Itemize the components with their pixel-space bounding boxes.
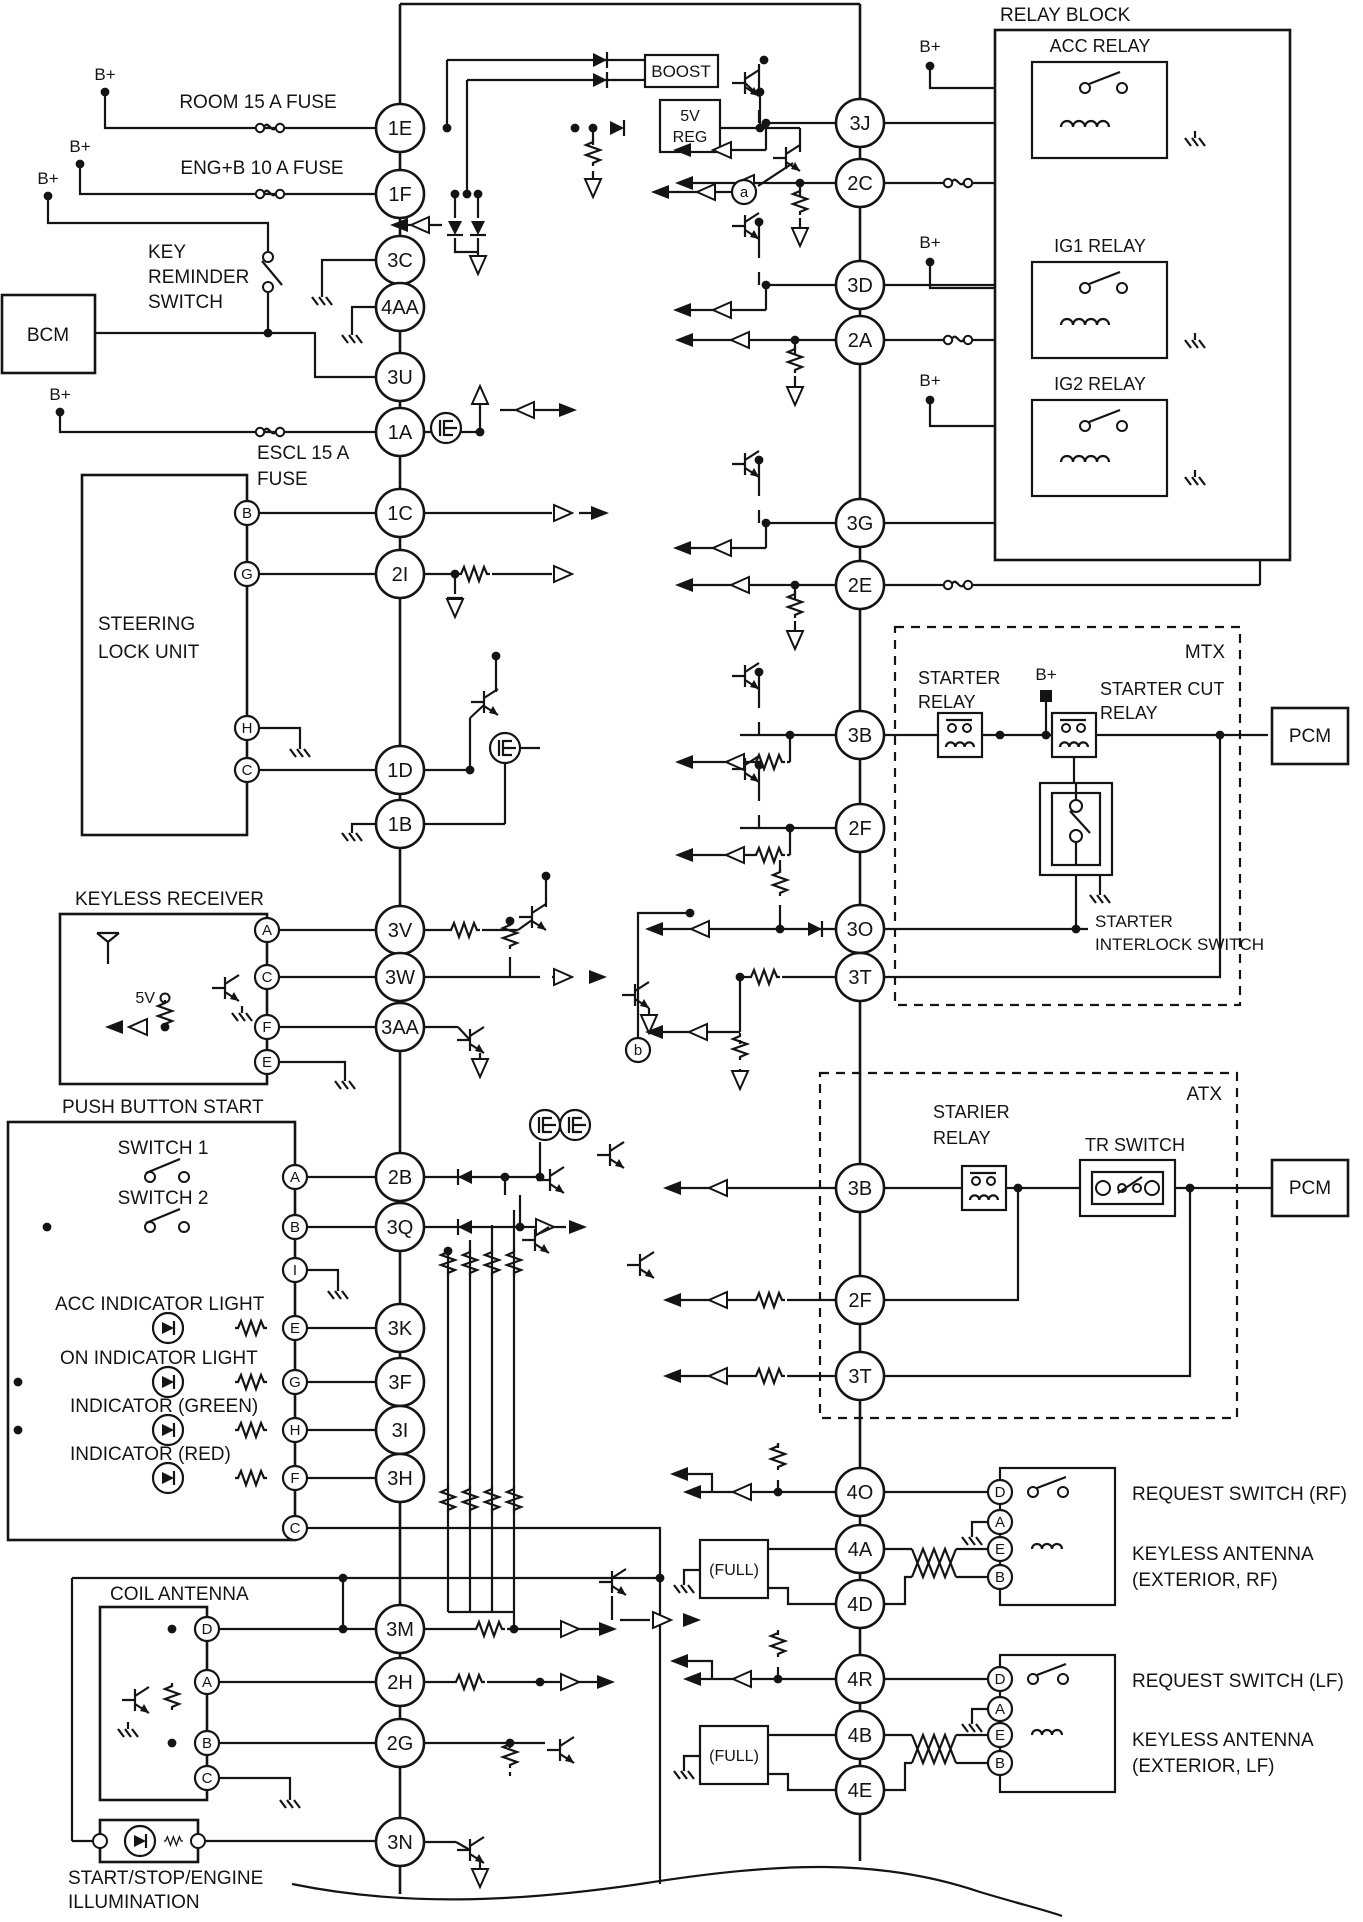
request-antenna-lf-box	[1000, 1655, 1115, 1792]
starter-cut-relay-label-1: STARTER CUT	[1100, 679, 1225, 699]
request-rf-label: REQUEST SWITCH (RF)	[1132, 1484, 1347, 1505]
svg-text:3G: 3G	[846, 513, 874, 535]
svg-text:2G: 2G	[386, 1733, 414, 1755]
svg-text:C: C	[289, 1520, 301, 1537]
engb-fuse-label: ENG+B 10 A FUSE	[180, 158, 344, 179]
svg-text:3H: 3H	[387, 1468, 413, 1490]
antenna-lf-label-1: KEYLESS ANTENNA	[1132, 1730, 1314, 1751]
boost-label: BOOST	[651, 62, 711, 81]
switch1-label: SWITCH 1	[117, 1138, 209, 1159]
svg-text:A: A	[261, 922, 273, 939]
svg-text:B: B	[994, 1569, 1006, 1586]
svg-text:b: b	[633, 1042, 643, 1059]
svg-text:2I: 2I	[391, 564, 409, 586]
page-tear-wave	[292, 1867, 1062, 1916]
svg-text:3B: 3B	[847, 725, 873, 747]
svg-text:a: a	[739, 184, 749, 201]
svg-text:3Q: 3Q	[386, 1217, 414, 1239]
svg-text:3U: 3U	[387, 367, 413, 389]
svg-text:H: H	[289, 1422, 301, 1439]
antenna-lf-label-2: (EXTERIOR, LF)	[1132, 1756, 1275, 1777]
bplus-label: B+	[919, 37, 941, 56]
escl-fuse-icon	[256, 428, 284, 436]
svg-text:D: D	[994, 1671, 1006, 1688]
svg-text:3T: 3T	[848, 1366, 872, 1388]
key-reminder-switch-icon	[262, 252, 282, 292]
bplus-label: B+	[94, 65, 116, 84]
interlock-label-1: STARTER	[1095, 912, 1173, 931]
steering-lock-label-1: STEERING	[98, 614, 196, 635]
svg-text:2H: 2H	[387, 1672, 413, 1694]
starter-relay-icon	[938, 713, 982, 757]
starier-relay-label-2: RELAY	[933, 1128, 991, 1148]
start-stop-label-2: ILLUMINATION	[68, 1892, 200, 1913]
indicator-green-label: INDICATOR (GREEN)	[70, 1396, 259, 1417]
svg-text:B: B	[994, 1755, 1006, 1772]
svg-text:B: B	[201, 1735, 213, 1752]
svg-text:3D: 3D	[847, 275, 873, 297]
start-stop-label-1: START/STOP/ENGINE	[68, 1868, 264, 1889]
escl-fuse-label-2: FUSE	[257, 469, 308, 490]
twisted-pair-icon	[912, 1549, 956, 1577]
svg-text:3O: 3O	[846, 919, 874, 941]
bplus-label: B+	[919, 371, 941, 390]
fuse-icon	[944, 581, 972, 589]
svg-text:3AA: 3AA	[381, 1017, 419, 1039]
svg-text:4D: 4D	[847, 1594, 873, 1616]
svg-text:3K: 3K	[387, 1318, 413, 1340]
ig1-relay-box	[1032, 262, 1167, 358]
svg-text:4A: 4A	[847, 1539, 873, 1561]
starter-relay-label-2: RELAY	[918, 692, 976, 712]
key-reminder-label-3: SWITCH	[148, 292, 223, 313]
acc-relay-label: ACC RELAY	[1049, 36, 1151, 56]
indicator-red-label: INDICATOR (RED)	[70, 1444, 231, 1465]
relay-block-label: RELAY BLOCK	[1000, 5, 1131, 26]
svg-text:G: G	[241, 566, 253, 583]
fuse-icon	[944, 336, 972, 344]
svg-text:C: C	[241, 762, 253, 779]
svg-text:A: A	[201, 1674, 213, 1691]
antenna-rf-label-2: (EXTERIOR, RF)	[1132, 1570, 1278, 1591]
fuse-icon	[944, 179, 972, 187]
svg-text:2A: 2A	[847, 330, 873, 352]
svg-text:E: E	[289, 1320, 301, 1337]
svg-text:F: F	[262, 1019, 272, 1036]
atx-label: ATX	[1186, 1084, 1222, 1105]
starter-relay-label-1: STARTER	[918, 668, 1001, 688]
ig1-relay-label: IG1 RELAY	[1054, 236, 1146, 256]
coil-antenna-box	[100, 1607, 207, 1800]
pcm-atx-label: PCM	[1288, 1178, 1332, 1199]
request-antenna-rf-box	[1000, 1468, 1115, 1605]
svg-text:C: C	[261, 969, 273, 986]
svg-text:1A: 1A	[387, 422, 413, 444]
svg-text:3V: 3V	[387, 920, 413, 942]
svg-text:1D: 1D	[387, 760, 413, 782]
svg-text:2E: 2E	[847, 575, 873, 597]
reg-label-2: REG	[672, 129, 708, 146]
acc-indicator-label: ACC INDICATOR LIGHT	[55, 1294, 265, 1315]
svg-text:2F: 2F	[848, 818, 872, 840]
svg-text:4B: 4B	[847, 1725, 873, 1747]
svg-text:B: B	[289, 1219, 301, 1236]
engb-fuse-icon	[256, 190, 284, 198]
svg-text:3B: 3B	[847, 1178, 873, 1200]
on-indicator-label: ON INDICATOR LIGHT	[60, 1348, 258, 1369]
starier-relay-label-1: STARIER	[933, 1102, 1010, 1122]
svg-text:3C: 3C	[387, 250, 413, 272]
five-v-label: 5V	[135, 990, 155, 1007]
svg-text:1E: 1E	[387, 118, 413, 140]
ig2-relay-box	[1032, 400, 1167, 496]
svg-text:E: E	[261, 1054, 273, 1071]
svg-text:A: A	[994, 1701, 1006, 1718]
svg-text:F: F	[290, 1470, 300, 1487]
start-stop-illumination-box	[100, 1820, 198, 1862]
steering-lock-label-2: LOCK UNIT	[98, 642, 200, 663]
svg-text:A: A	[994, 1514, 1006, 1531]
full-lf-label: (FULL)	[709, 1748, 759, 1765]
module-right-connectors	[836, 99, 884, 1814]
escl-fuse-label-1: ESCL 15 A	[257, 443, 350, 464]
svg-text:1F: 1F	[388, 184, 412, 206]
svg-text:4R: 4R	[847, 1669, 873, 1691]
push-button-start-label: PUSH BUTTON START	[62, 1097, 264, 1118]
antenna-rf-label-1: KEYLESS ANTENNA	[1132, 1544, 1314, 1565]
bplus-label: B+	[1035, 665, 1057, 684]
svg-text:3W: 3W	[385, 967, 415, 989]
bcm-label: BCM	[26, 325, 70, 346]
svg-text:E: E	[994, 1541, 1006, 1558]
svg-text:G: G	[289, 1374, 301, 1391]
keyless-receiver-label: KEYLESS RECEIVER	[75, 889, 265, 910]
module-internal-wiring	[405, 60, 836, 1870]
pcm-mtx-label: PCM	[1288, 726, 1332, 747]
key-reminder-label-1: KEY	[148, 242, 187, 263]
svg-text:3N: 3N	[387, 1832, 413, 1854]
request-lf-label: REQUEST SWITCH (LF)	[1132, 1671, 1344, 1692]
acc-relay-box	[1032, 62, 1167, 158]
starter-cut-relay-icon	[1052, 713, 1096, 757]
coil-antenna-label: COIL ANTENNA	[110, 1584, 249, 1605]
reg-label-1: 5V	[680, 108, 700, 125]
svg-text:D: D	[994, 1484, 1006, 1501]
starter-cut-relay-label-2: RELAY	[1100, 703, 1158, 723]
bplus-label: B+	[919, 233, 941, 252]
svg-text:E: E	[994, 1727, 1006, 1744]
svg-text:D: D	[201, 1621, 213, 1638]
full-rf-label: (FULL)	[709, 1562, 759, 1579]
svg-text:2F: 2F	[848, 1290, 872, 1312]
svg-text:3M: 3M	[386, 1619, 414, 1641]
interlock-label-2: INTERLOCK SWITCH	[1095, 935, 1265, 954]
svg-text:2B: 2B	[387, 1167, 413, 1189]
push-button-start-box	[8, 1122, 298, 1540]
svg-text:A: A	[289, 1169, 301, 1186]
svg-text:4E: 4E	[847, 1780, 873, 1802]
svg-text:I: I	[292, 1262, 298, 1279]
svg-text:1B: 1B	[387, 814, 413, 836]
svg-text:3T: 3T	[848, 967, 872, 989]
svg-text:3I: 3I	[391, 1420, 409, 1442]
room-fuse-icon	[256, 124, 284, 132]
svg-text:3J: 3J	[849, 113, 871, 135]
svg-text:2C: 2C	[847, 173, 873, 195]
svg-text:1C: 1C	[387, 503, 413, 525]
mtx-label: MTX	[1184, 642, 1225, 663]
bplus-label: B+	[69, 137, 91, 156]
key-reminder-label-2: REMINDER	[148, 267, 250, 288]
bplus-label: B+	[37, 169, 59, 188]
ig2-relay-label: IG2 RELAY	[1054, 374, 1146, 394]
twisted-pair-icon	[912, 1735, 956, 1763]
bplus-label: B+	[49, 385, 71, 404]
room-fuse-label: ROOM 15 A FUSE	[179, 92, 337, 113]
svg-text:4O: 4O	[846, 1482, 874, 1504]
svg-text:3F: 3F	[388, 1372, 412, 1394]
svg-text:H: H	[241, 720, 253, 737]
svg-text:4AA: 4AA	[381, 297, 419, 319]
tr-switch-label: TR SWITCH	[1085, 1135, 1185, 1155]
starier-relay-icon	[962, 1166, 1006, 1210]
svg-text:C: C	[201, 1770, 213, 1787]
svg-text:B: B	[241, 505, 253, 522]
switch2-label: SWITCH 2	[117, 1188, 209, 1209]
